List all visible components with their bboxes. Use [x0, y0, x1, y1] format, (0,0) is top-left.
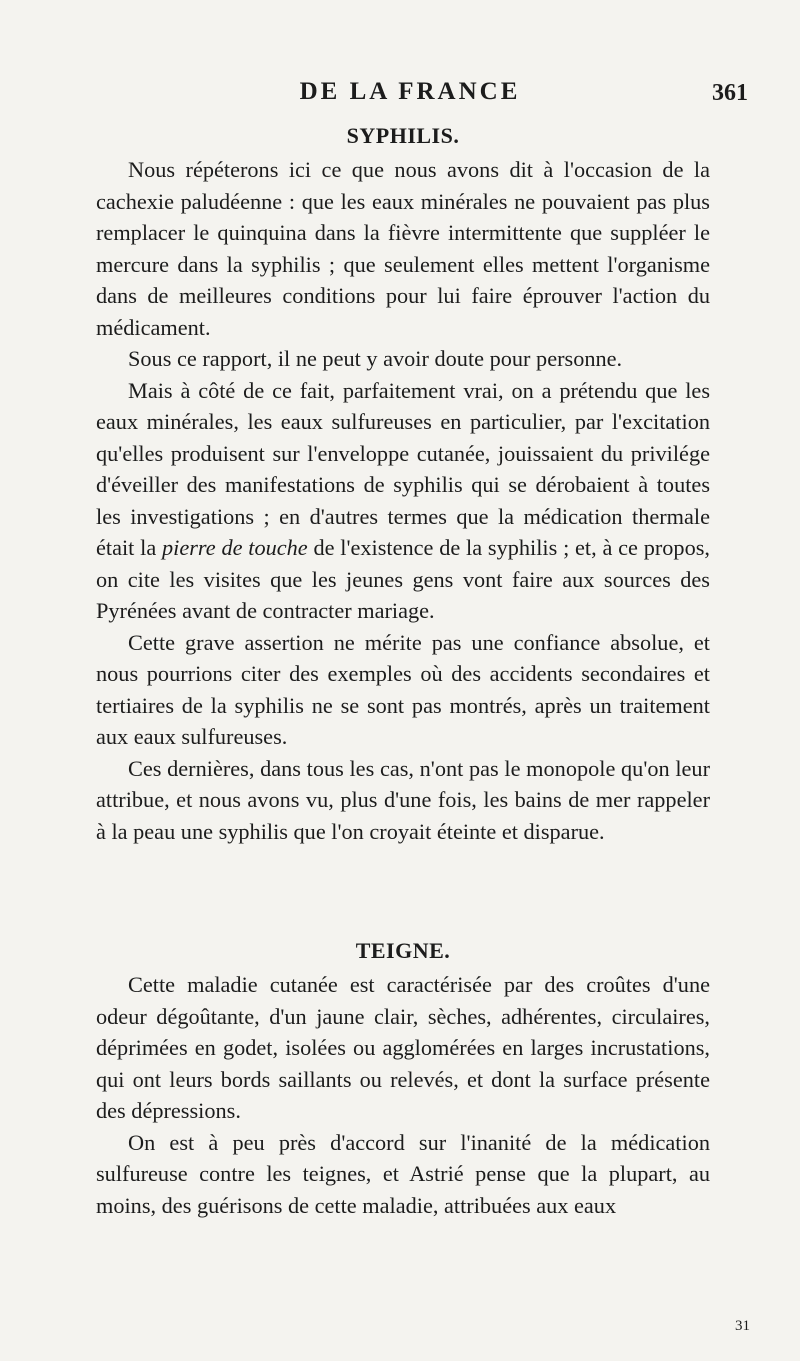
paragraph-5: Ces dernières, dans tous les cas, n'ont pas le monopole qu'on leur attribue, et nous avons vu, plus d'une fois, les bains de mer rappeler à la peau une syphilis que l'on croyait éteinte et disparue.	[96, 755, 710, 844]
section-syphilis	[96, 118, 710, 847]
section-title-syphilis: SYPHILIS.	[346, 123, 460, 148]
page-number: 361	[712, 80, 748, 106]
paragraph-7: On est à peu près d'accord sur l'inanité de la médication sulfureuse contre les teignes, et Astrié pense que la plupart, au moins, des guérisons de cette maladie, attribuées aux eaux	[96, 1129, 710, 1218]
running-head	[60, 78, 760, 112]
running-title: DE LA FRANCE	[299, 78, 521, 105]
paragraph-2: Sous ce rapport, il ne peut y avoir doute pour personne.	[128, 346, 623, 371]
paragraph-6: Cette maladie cutanée est caractérisée par des croûtes d'une odeur dégoûtante, d'un jaune clair, sèches, adhérentes, circulaires, déprimées en godet, isolées ou agglomérées en larges incrustations, qui ont leurs bords saillants ou relevés, et dont la surface présente des dépressions.	[96, 972, 710, 1123]
italic-term: pierre de touche	[162, 535, 308, 560]
paragraph-3-after: de l'existence de la syphilis ; et, à ce propos, on cite les visites que les jeunes gens vont faire aux sources des Pyrénées avant de contracter mariage.	[96, 535, 710, 623]
signature-mark: 31	[735, 1318, 750, 1334]
paragraph-4: Cette grave assertion ne mérite pas une confiance absolue, et nous pourrions citer des exemples où des accidents secondaires et tertiaires de la syphilis ne se sont pas montrés, après un traitement aux eaux sulfureuses.	[96, 629, 710, 749]
section-title-teigne: TEIGNE.	[355, 938, 451, 963]
paragraph-3-before: Mais à côté de ce fait, parfaitement vrai, on a prétendu que les eaux minérales, les eaux sulfureuses en particulier, par l'excitation qu'elles produisent sur l'enveloppe cutanée, jouissaient du privilége d'éveiller des manifestations de syphilis qui se dérobaient à toutes les investigations ; en d'autres termes que la médication thermale était la	[96, 377, 710, 560]
paragraph-3	[96, 375, 710, 627]
section-teigne	[96, 933, 710, 1221]
paragraph-1: Nous répéterons ici ce que nous avons dit à l'occasion de la cachexie paludéenne : que les eaux minérales ne pouvaient pas plus remplacer le quinquina dans la fièvre intermittente que suppléer le mercure dans la syphilis ; que seulement elles mettent l'organisme dans de meilleures conditions pour lui faire éprouver l'action du médicament.	[96, 157, 710, 340]
